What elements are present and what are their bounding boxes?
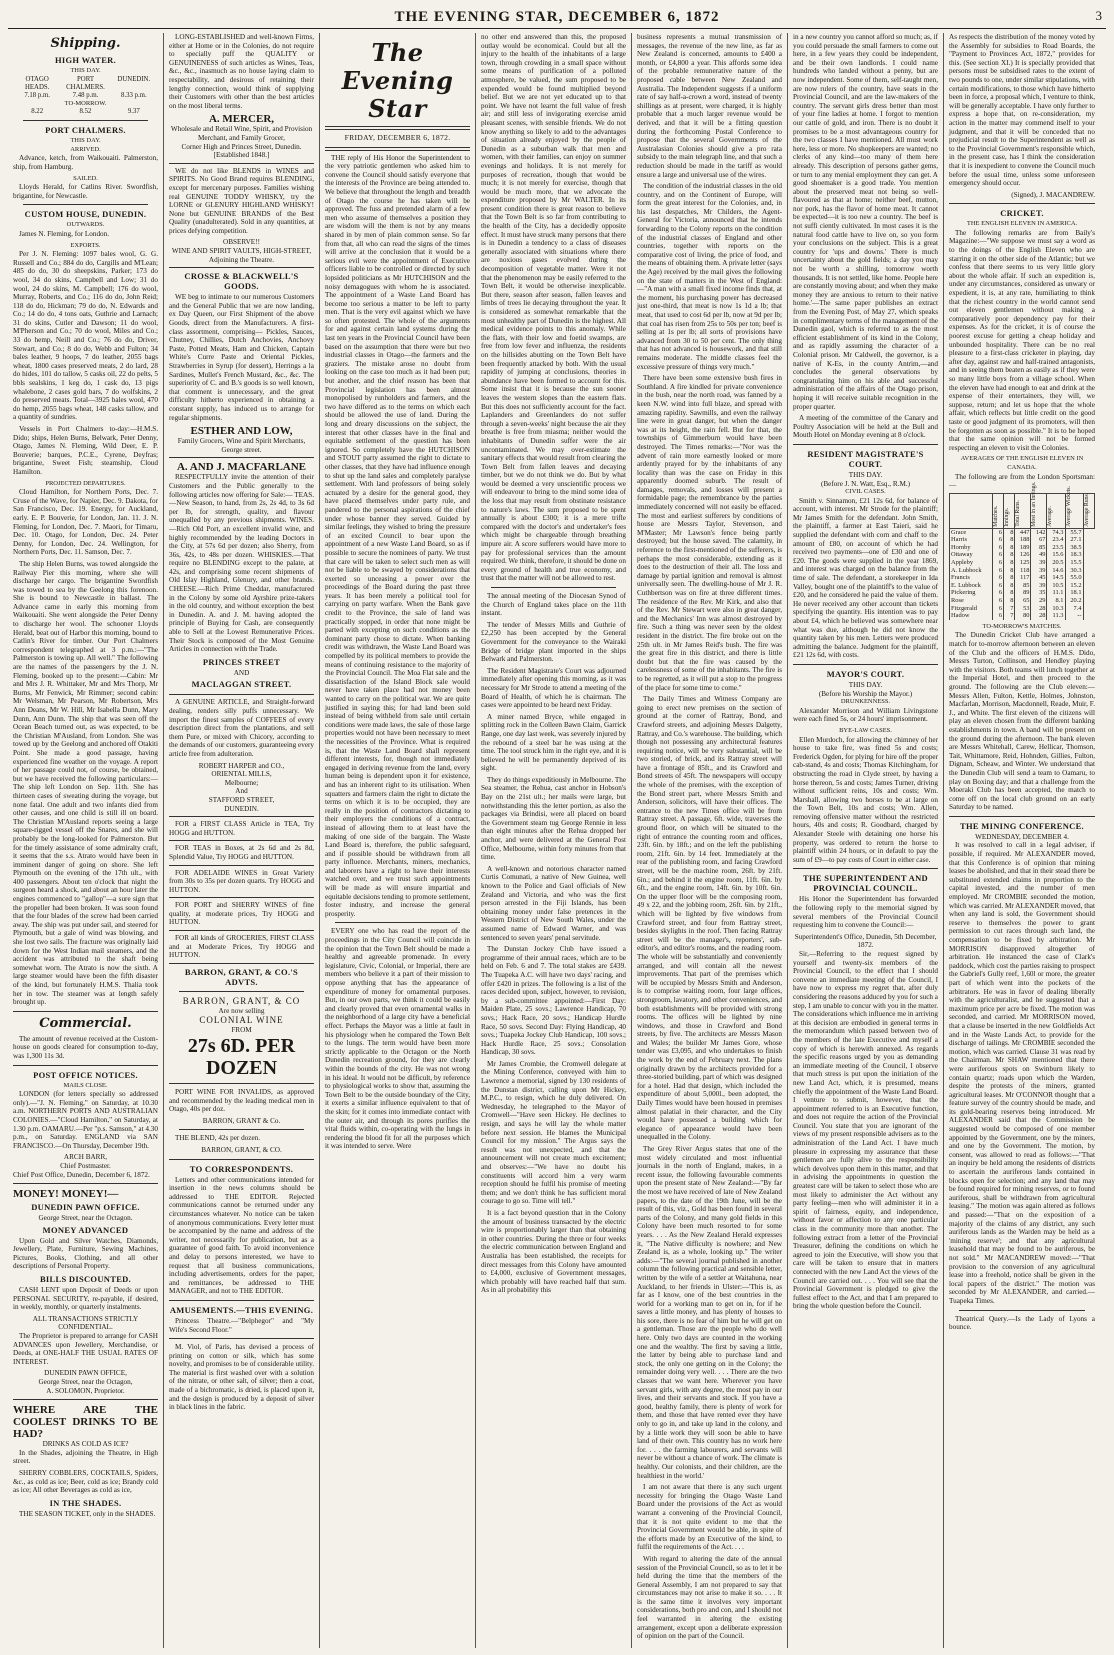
cold-drinks: DRINKS AS COLD AS ICE? [42,1440,129,1449]
mercer-desc: Wholesale and Retail Wine, Spirit, and Provision Merchant, and Family Grocer, [170,125,313,142]
stat-cell: 85 [1015,582,1031,590]
player-name: Appleby [950,559,993,567]
tide-value: 8.52 [79,108,92,116]
stat-cell: 49 [1031,551,1047,559]
colonial-wine: COLONIAL WINE [199,1015,284,1026]
stat-cell: 8 [1004,597,1015,605]
blends-text: WE do not like BLENDS in WINES and SPIRITS. No Good Brand requires BLENDING, except for mercenary purposes. Families wishing real GENUINE TODDY WHISKY, try the LORNE or GLENURY HIGHLAND WHISKY! None but GENUINE BRANDS of the Best Quality (unadulterated). Sold in any quantities, at prices defying competition. [169,166,314,235]
mining-text: It was resolved to call in a legal adviser, if possible, if required. Mr ALEXANDER moved, that this Conference is of opinion that mining leases be abolished, and that in their stead there be substituted extended claims in proportion to the capital invested, and the number of men employed. Mr CROMBIE seconded the motion, which was carried. Mr ALEXANDER moved, that when any land is sold, the Government should reserve to themselves the power to grant permission to cut races through such land, the compensation to be fixed by arbitration. Mr MORRISON disapproved altogether of arbitration. He instanced the case of Clark's paddock, which cost the parties raising to prospect the Gabriel's Gully reef, 1,60l or more, the greater part of which went into the pockets of the arbitrators. He was in favor of dealing liberally with the agriculturalist, and he suggested that a maximum price per acre be fixed. The motion was seconded, and carried. Mr MORRISON moved, that a clause be inserted in the new Goldfields Act and in the Waste Lands Act, to provide for the discharge of tailings. Mr CROMBIE seconded the motion, which was carried. Clause 31 was read by the Chairman. Mr SHAW mentioned that there were auriferous spots on Swinburn likely to contain quartz; roads upon which the Warden, despite the protests of the miners, granted agricultural leases. Mr O'CONNOR thought that a feature survey of the country should be made, and its gold-bearing reserves being introduced. Mr ALEXANDER said that the Commission be suggested would be composed of one member appointed by the Government, one by the miners, and one by the Government. The motion, by consent, was allowed to read as follows:—"That an inquiry be held among the residents of districts to ascertain the auriferous lands contained in blocks open for selection; and any land that may be found required for mining reserves, or to found auriferous, shall be withdrawn from agricultural leasing." The motion was again altered as follows and passed:—"That on the exposition of a majority of the claims of any district, any such auriferous lands as the Warden may be held as a 'mining reserve'; and that any agricultural leasehold that may be found to be auriferous, be not sold." Mr MACANDREW moved:—"That provision to the conversion of any agricultural lease into a freehold, notice shall be given in the local papers of the district." The motion was seconded by Mr ALEXANDER, and carried.—Tuapeka Times. [949,841,1095,1305]
col4-text-4: The Resident Magistrate's Court was adjourned immediately after opening this morning, as it was necessary for Mr Strode to attend a meeting of the Board of Health, of which he is chairman. The cases were appointed to be heard next Friday. [481,666,626,710]
mercer-name: A. MERCER, [208,113,275,126]
proprietor-text: The Proprietor is prepared to arrange for CASH ADVANCES upon Jewellery, Merchandise, or Deeds, at ONE-HALF THE USUAL RATES OF INTEREST. [13,1332,158,1366]
this-day-label: THIS DAY. [70,67,101,74]
stat-cell: 15.6 [1047,551,1065,559]
commercial-text: The amount of revenue received at the Custom-house on goods cleared for consumption to-day, was 1,300 11s 3d. [13,1034,158,1060]
name-column-header [950,493,993,528]
mercer-ad [169,33,314,164]
averages-row [950,589,1095,597]
leader-2: EVERY one who has read the report of the proceedings in the City Council will coincide in the opinion that the Town Belt should be made a healthy and agreeable promenade. In every legislature, Civic, Colonial, or Imperial, there are members who believe it a part of their mission to oppose anything that has the appearance of expenditure of money for ornamental purposes. But, in our own parts, we think it could be easily and clearly proved that even ornamental walks in the neighborhood of a large city have a beneficial effect. Perhaps the Mayor was a little at fault in his physiology when he compared the Town Belt to the lungs. The term would have been more strictly applicable to the Octagon or the North Dunedin recreation ground, for they are clearly within the bounds of the city. He was not wrong in his ideal. It would not be difficult, by reference to physiological works to show that, assuming the Town Belt to be the outside boundary of the City, it exerts a similar influence equivalent to that of the skin; for it comes into immediate contact with the outer air, and through its pores purifies the vital fluids within, co-operating with the lungs in rendering the blood fit for all the purposes which it was intended to serve. Were [325,927,470,1151]
player-name: Harris [950,536,993,544]
averages-row [950,574,1095,582]
col4-text-9: Mr James Crombie, the Cromwell delegate at the Mining Conference, conveyed with him to Lawrence a memorial, signed by 130 residents of the Dunstan district, calling upon Mr Hickey, M.P.C., to resign, which he duly delivered. On Wednesday, he telegraphed to the Mayor of Cromwell—"Have seen Hickey. He declines to resign, and says he will lay the whole matter before next session. He blames the Municipal Council for my mission." The Argus says the result was not unexpected, and that the announcement will not create much excitement; and observes:—"We have no doubt his constituents will accord him a very warm reception should he fulfil his promise of meeting them; and we don't think he has sufficient moral courage to go so. Time will tell." [481,1059,626,1206]
player-name: Grace [950,528,993,536]
col5-text-6: I am not aware that there is any such urgent necessity for bringing the Otago Waste Land Board under the provisions of the Act as would warrant a convening of the Provincial Council, that it is not quite evident to me that the Provincial Government would be able, in spite of the efforts made by an Executive of the kind, to fulfil the requirements of the Act. . . . [637,1483,782,1552]
stat-cell: 6 [992,544,1003,552]
stat-cell: 189 [1015,544,1031,552]
stat-cell: 126 [1015,551,1031,559]
stat-cell: 53 [1015,605,1031,613]
divider [325,126,470,130]
stat-cell: 6 [992,528,1003,536]
vessels-in-port: Vessels in Port Chalmers to-day:—H.M.S. Dido; ships, Helen Burns, Belwark, Peter Denny, Otago, James N. Fleming, Wild Deer, E. P. Bouverie; barques, P.C.E., Cyrene, Deyfras; brigantine, Sweet Fish; steamship, Cloud Hamilton. [13,425,158,476]
stat-cell: 6 [992,567,1003,575]
stat-cell: 125 [1015,559,1031,567]
tide-tomorrow [13,108,158,116]
esther-low: ESTHER AND LOW, [190,425,293,438]
player-name: Ottaway [950,551,993,559]
col4-text-2: The annual meeting of the Diocesan Synod of the Church of England takes place on the 11th instant. [481,592,626,618]
player-name: Hadow [950,612,993,620]
amusements-heading: AMUSEMENTS.—THIS EVENING. [169,1304,314,1315]
stat-cell: 6 [992,559,1003,567]
divider [335,922,460,923]
from-label: FROM [231,1026,252,1035]
stat-cell: 8 [1004,574,1015,582]
princes-street: PRINCES STREET [202,656,281,667]
shades-text: In the Shades, adjoining the Theatre, in High street. [13,1448,158,1466]
divider [13,1399,158,1400]
averages-row [950,551,1095,559]
averages-row [950,567,1095,575]
money-heading: MONEY! MONEY!— [13,1188,119,1201]
column-7 [944,33,1100,1648]
stat-cell: 14.5 [1047,574,1065,582]
confidential: ALL TRANSACTIONS STRICTLY CONFIDENTIAL. [32,1314,139,1332]
wine-price: 27s 6D. PER DOZEN [187,1035,296,1080]
cash-lent: CASH LENT upon Deposit of Deeds or upon PERSONAL SECURITY, re-payable, if desired, in weekly, monthly, or quarterly instalments. [13,1286,158,1312]
stat-cell: 23.4 [1047,536,1065,544]
shipping-heading: Shipping. [50,36,121,51]
player-name: Fitzgerald [950,605,993,613]
macfarlane-ad [169,461,314,695]
barron-name: BARRON, GRANT, & CO [182,995,301,1006]
crosse-ad [169,271,314,458]
barron-sig-1: BARRON, GRANT & Co. [202,1116,281,1125]
col5-text-4: The Daily Times and Witness Company are going to erect new premises on the section of ground at the corner of Rattray, Bond, and Crawford streets, and adjoining Messrs Dalgetty, Rattray, and Co.'s warehouse. The building, which though not possessing any architectural features requiring notice, will be very substantial, will be two storied, of brick, and its Rattray street will have a frontage of 85ft., and its Crawford and Bond streets of 45ft. The newspapers will occupy the whole of the premises, with the exception of the Bond street part, where Messrs Smith and Anderson, solicitors, will have their offices. The entrance to the new Times office will be from Rattray street. A passage, 6ft. wide, traverses the ground floor, on which will be situated to the right of entrance the counting room and offices, 23ft. 6in. by 18ft.; and on the left the publishing room, 21ft. 6in. by 14 feet. Immediately at the rear of the publishing room, and facing Crawford street, will be the machine room, 26ft. by 21ft. 6in.; and behind it the engine room, 11ft. 6in. by 6ft., and the engine room, 14ft. 6in. by 10ft. 6in. On the upper floor will be the composing room, 49 x 22, and the jobbing room, 26ft. 6in. by 21ft., which will be lighted by five windows from Crawford street, and four from Rattray street, besides skylights in the roof. Then facing Rattray street will be the manager's, reporters', sub-editor's, and editor's rooms, and the reading room. The whole will be substantially and conveniently arranged, and will contain all the newest improvements. That part of the premises which will be occupied by Messrs Smith and Anderson, is to comprise waiting room, four large offices, strongroom, lavatory, and other conveniences, and both establishments will be provided with strong rooms. The offices will be lighted by nine windows, and those in Crawford and Bond streets, by five. The architects are Messrs Mason and Wales; the builder Mr James Gore, whose tender was £3,095, and who undertakes to finish the work by the end of February next. The plans originally drawn by the architects provided for a three-storied building, part of which was designed for a hotel. Had that design, which included the expenditure of about 5,000l., been adopted, the Daily Times would have been housed in premises almost palatial in their character, and the City would have possessed a building which for elegance of appearance would have been unequalled in the Colony. [637,695,782,1142]
col5-text-1: business represents a mutual transmission of messages, the revenue of the new line, as far as New Zealand is concerned, amounts to £400 a month, or £4,800 a year. This affords some idea of the probable remunerative nature of the proposed cable between New Zealand and Australia. The Independent suggests if a uniform rate of say half-a-crown a word, instead of twenty shillings as at present, were charged, it is highly probable that a much larger revenue would be derived, and that it will be a fitting question during the forthcoming Postal Conference to propose that the several Governments of the Australasian Colonies should give a pro rata subsidy to the main telegraph line, and that such a reduction should be made in the tariff as would ensure a large and universal use of the wires. [637,33,782,179]
stat-cell: 8 [1004,536,1015,544]
averages-intro: The following are from the London Sportsman:— [949,472,1095,490]
stat-cell: 8 [1004,544,1015,552]
stat-cell: 6 [992,589,1003,597]
tide-value: 8.22 [31,108,44,116]
averages-row [950,544,1095,552]
mayor-before: (Before his Worship the Mayor.) [818,689,913,698]
col-header: Average Wickets. [1065,493,1083,528]
hogg-grocer: FOR all kinds of GROCERIES, FIRST CLASS and at Moderate Prices, Try HOGG and HUTTON. [169,934,314,964]
stat-cell: 28 [1031,605,1047,613]
stat-cell: 8 [1004,582,1015,590]
coolest-heading: WHERE ARE THE COOLEST DRINKS TO BE HAD? [13,1404,158,1441]
col5-text-5: The Grey River Argus states that one of the most widely circulated and most influential journals in the north of England, makes, in a recent issue, the following favourable comments upon the present state of New Zealand:—"By far the most we have received of late of New Zealand papers, to the date of the 19th June, will be the result of this, viz., Gold has been found in several parts of the Colony, and many gold fields in this Colony have been much resorted to for some years. . . . As the New Zealand Herald expresses it, "The Native difficulty is nowhere; and New Zealand is, as a whole, looking up." The writer adds:—"The several journal published in another column the following practical and sensible letter, written by the wife of a settler at Waitahuna, near Auckland, to her friends in Ulster:—'This is, as far as I know, one of the best countries in the world for a working man to get on in, for if he saves a little money, and has plenty of houses to his sore, there is no fear of him but he will get on a gentleman. Those are the people who do well here. Only two days are counted in the working one and the wealthy. The first by saving a little, the latter by being able to purchase land and stock, the only one getting on in the Colony; the remainder doing very well. . . . There are the two classes that we want here. Wherever you have servant girls, with any degree, the most pay in our lives, and their servants and stock. If you have a good, healthy family, there is plenty of work for them, and those that have rented ever they have only to go in, and take up land in the colony, and by a little work they will soon be able to have land of their own. This country has no work here for. . . . the farming labourers, and servants will never be without a chance of work. The climate is healthy. Our colonists, and their children, are the healthiest in the world.' [637,1145,782,1480]
col4-text-8: The Dunstan Jockey Club have issued a programme of their annual races, which are to be held on Feb. 6 and 7. The total stakes are £439. The Tuapeka A.C. will have two days' racing, and offer £420 in prizes. The following is a list of the races decided upon, subject, however, to revision, by a sub-committee appointed:—First Day: Maiden Plate, 25 sovs.; Lawrence Handicap, 70 sovs.; Hack Race, 20 sovs.; Handicap Hurdle Race, 50 sovs. Second Day: Flying Handicap, 40 sovs.; Tuapeka Jockey Club Handicap, 100 sovs.; Hack Hurdle Race, 25 sovs.; Consolation Handicap, 30 sovs. [481,945,626,1057]
stat-cell: 6 [992,597,1003,605]
coffee-text: A GENUINE ARTICLE, and Straight-forward dealing, renders silly puffs unnecessary. We import the finest samples of COFFEES of every description direct from the plantations, and sell them Pure, or mixed with Chicory, according to the demands of our customers, guaranteeing every article free from adulteration. [169,698,314,758]
stat-cell: 39 [1031,582,1047,590]
divider [959,1310,1085,1311]
tide-head: DUNEDIN. [117,75,151,83]
solomon: A. SOLOMON, Proprietor. [46,1386,125,1395]
stat-cell: 188 [1015,536,1031,544]
money-advanced: MONEY ADVANCED [42,1224,129,1235]
tide-value: 8.33 p.m. [120,91,147,99]
tide-today [13,92,158,100]
mercer-text: LONG-ESTABLISHED and well-known Firms, either at Home or in the Colonies, do not require to specially puff the QUALITY or GENUINENESS of such articles as Wines, Teas, &c., &c., inasmuch as no house laying claim to respectability, and desirous of retaining their lengthy connection, would think of supplying their Customers with other than the best articles on the most liberal terms. [169,33,314,110]
player-name: Francis [950,574,993,582]
stat-cell: 6 [992,612,1003,620]
exports-text: Per J. N. Fleming: 1097 bales wool, G. G. Russell and Co.; 884 do do, Cargills and M'Lean; 485 do do, 30 do sheepskins, Parker; 173 do wool, 34 do skins, Campbell and Low; 31 do wool, 24 do skins, M. Campbell; 176 do wool, Murray, Roberts, and Co.; 116 do do, John Reid; 118 do do, Hickman; 79 do do, N. Edwards and Co.; 14 do do, 4 tons oats, Guthrie and Larnach; 31 do skins, Cutler and Dawson; 11 do wool, M'Pherson and Co.; 70 do wool, Miles and Co.; 33 do hemp, Neill and Co.; 76 do do, Driver, Stewart, and Co.; 8 do do, Webb and Fulton; 34 bales leather, 9 hoops, 7 do leather, 2055 bags wheat, 1800 cases preserved meats, 2 do lard, 28 do hides, 101 do tallow, 5 casks oil, 22 do pelts, 5 bbls sealskins, 1 keg do, 1 cask do, 13 pigs whalebone, 2 cases gold bars, 7 do wolfskins, 2 do preserved meats. Total—3925 bales wool, 470 do hemp, 2055 bags wheat, 148 casks tallow, and a quantity of sundries. [13,250,158,422]
stat-cell: 117 [1015,574,1031,582]
stat-cell: 89 [1015,589,1031,597]
hogg-tea-2: FOR TEAS in Boxes, at 2s 6d and 2s 8d, Splendid Value, Try HOGG and HUTTON. [169,844,314,865]
column-1 [8,33,164,1648]
harper-ad [169,698,314,817]
stat-cell: 6 [992,605,1003,613]
stat-cell: 65 [1015,597,1031,605]
pawn-address: George Street, near the Octagon. [38,1214,133,1223]
pc-this-day: THIS DAY. [70,137,101,145]
stat-cell: 8 [1004,559,1015,567]
stat-cell: 20.2 [1065,597,1083,605]
tide-value: 9.37 [127,108,140,116]
hogg-wine-2: FOR PORT and SHERRY WINES of fine quality, at moderate prices, Try HOGG and HUTTON. [169,901,314,931]
english-eleven-heading: THE ENGLISH ELEVEN IN AMERICA. [966,220,1078,228]
stat-cell: 39 [1031,567,1047,575]
barron-heading: BARRON, GRANT, & CO.'S ADVTS. [184,966,299,987]
rm-court-heading: RESIDENT MAGISTRATE'S COURT. [807,448,924,469]
tide-head: OTAGO HEADS. [24,75,50,91]
oriental-mills: ORIENTAL MILLS, [211,770,272,779]
divider [13,1183,158,1184]
blends-ad [169,167,314,269]
customs-heading: CUSTOM HOUSE, DUNEDIN. [24,209,147,220]
port-invalids: PORT WINE FOR INVALIDS, as approved and recommended by the leading medical men in Otago, 40s per doz. [169,1088,314,1114]
averages-row [950,612,1095,620]
projected-departures-text: Cloud Hamilton, for Northern Ports, Dec. 7. Cruse of the Wave, for Napier, Dec. 9. Dakota, for San Francisco, Dec. 19. Energy, for Auckland, early. E. P. Bouverie, for London, Jan. 11. J. N. Fleming, for London, Dec. 7. Maori, for Timaru, Dec. 10. Otago, for London, Dec. 24. Peter Denny, for London, Dec. 24. Wellington, for Northern Ports, Dec. 11. Samson, Dec. 7. [13,488,158,557]
correspondents-text: Letters and other communications intended for insertion in the news columns should be addressed to THE EDITOR. Rejected communications cannot be returned under any circumstances whatever. No notice can be taken of anonymous communications. Every letter must be accompanied by the name and address of the writer, not necessarily for publication, but as a guarantee of good faith. To avoid inconvenience and delay to persons interested, we have to request that all business communications, including advertisements, orders for the paper, and remittances, be addressed to THE MANAGER, and not to THE EDITOR. [169,1175,314,1296]
amusements-text: Princess Theatre.—"Belphegor" and "My Wife's Second Floor." [169,1316,314,1334]
stat-cell: 67 [1031,536,1047,544]
stat-cell: 447 [1015,528,1031,536]
tomorrow-matches-text: The Dunedin Cricket Club have arranged a match for to-morrow afternoon between an eleven of the Club and the officers of H.M.S. Dido, Messrs Turton, Collinson, and Hendley playing with the visitors. Both teams will lunch together at the Imperial Hotel, and then proceed to the ground. The following are the Club eleven:—Messrs Allen, Fulton, Kettle, Holmes, Johnston, Macfarlan, Morrison, Macdonnell, Reade, Muir, F. J., and White. The first eleven of the citizens will play an eleven chosen from the different banking establishments in town. A band will be present on the ground during the afternoon. The bank eleven are Messrs Whitehall, Carew, Hellicar, Thomson, Tait, Whittamore, Reid, Hohnden, Gillies, Fulton, Dignam, Scheaw, and Winter. We understand that the Dunedin Club will send a team to Oamaru, to play on Boxing day; and that a challenge from the Moeraki Club has been accepted, the match to come off on the local club ground on an early Saturday to be named. [949,631,1095,812]
bye-law-label: BYE-LAW CASES. [839,726,892,734]
averages-row [950,582,1095,590]
bye-law-text: Ellen Murdoch, for allowing the chimney of her house to take fire, was fined 5s and costs; Frederick Ogden, for plying for hire off the proper cab-stand, 4s and costs; Thomas Kitchingham, for obstructing the road in Clyde street, by having a horse thereon, 5s and costs; James Turner, driving without sufficient reins, 10s and costs; Wm. Marshall, allowing two horses to be at large on the Town Belt, 10s and costs; Wm. Allen, removing offensive matter without the restricted hours, 40s and costs; R. Goodbard, charged by Alexander Steele with detaining one horse his property, was ordered to return the horse to plaintiff within 24 hours, or in default to pay the sum of £9—to pay costs of Court in either case. [793,735,938,864]
princes-and: AND [233,668,250,677]
cricket-heading: CRICKET. [1000,208,1044,219]
averages-heading: AVERAGES OF THE ENGLISH ELEVEN IN CANADA. [960,455,1084,471]
outwards-text: James N. Fleming, for London. [19,229,110,238]
stat-cell: 10.5 [1047,582,1065,590]
col-header: Innings. [1004,493,1015,528]
crosse-heading: CROSSE & BLACKWELL'S GOODS. [184,271,299,292]
col5-text-7: With regard to altering the date of the annual session of the Provincial Council, so as to let it be held during the time that the members of the General Assembly, I am not prepared to say that circumstances may not arise to make it so. . . . It is the same time it involves very important considerations, both pro and con, and I should not feel warranted in altering the existing arrangement, except upon a deliberate expression of opinion on the part of the Council. [637,1554,782,1641]
averages-row [950,605,1095,613]
theatrical-query: Theatrical Query.—Is the Lady of Lyons a bounce. [949,1314,1095,1332]
divider [169,1159,314,1160]
divider [169,1083,314,1084]
commercial-heading: Commercial. [39,1015,132,1031]
port-chalmers-heading: PORT CHALMERS. [45,125,126,136]
averages-header-row [950,493,1095,528]
are-now-selling: Are now selling [218,1006,265,1015]
player-name: A. Lubbock [950,567,993,575]
stat-cell: 7 [1004,612,1015,620]
col7-text-1: As respects the distribution of the money voted by the Assembly for subsidies to Road Boards, the "Payment to Provinces Act, 1872," provides for this. (See section XI.) It is specially provided that persons must be subsidised rates to the extent of two pounds to one, under similar stipulations, with certain modifications, to those which have hitherto been in force, a proposal which, I venture to think, will be generally acceptable. I have only further to express a hope that, on re-consideration, my action in the matter may commend itself to your judgment, and that it will be conceded that no prejudicial result to the Superintendent as well as to the Provincial Government's responsible which, in the present case, has I think the consideration that it is inexpedient to convene the Council much before the usual time, unless some unforeseen emergency should occur. [949,33,1095,188]
superintendent-heading: THE SUPERINTENDENT AND PROVINCIAL COUNCIL. [803,873,928,894]
col-header: Most in an Innings. [1031,493,1047,528]
divider [793,444,938,445]
stat-cell: 30.3 [1065,567,1083,575]
stat-cell: 6 [992,582,1003,590]
correspondents-heading: TO CORRESPONDENTS. [189,1163,294,1174]
mayor-this-day: THIS DAY. [848,680,883,689]
stat-cell: 11.1 [1047,589,1065,597]
mails-close-label: MAILS CLOSE. [63,1081,108,1089]
col5-text-3: There have been some extensive bush fires in Southland. A fire kindled for private convenience in the bush, near the north road, was fanned by a keen N.W. wind into full blaze, and spread with amazing rapidity. Sawmills, and even the railway line were in great danger, but when the danger was at its height, the rain fell. But for that, the townships of Gimmerburn would have been destroyed. The Times remarks:—"Nor was the advent of rain more earnestly looked or more ardently prayed for by the inhabitants of any locality than was the case on Friday in this apparently doomed suburb. The result of damages, removals, and losses will present a formidable page; the remembrance by the parties immediately concerned will not easily be effaced. The most and earliest sufferers by conditions of house are Messrs Taylor, Stevenson, and M'Master; Mr Lawson's fence being partly destroyed; but the house saved. The calamity, in reference to the first-mentioned of the sufferers, is perhaps the most considerable, extending as it does to the destruction of their all. The loss and damage by partial ignition and removal is almost universally seen. The dwelling-house of Mr J. R. Cuthbertson was on fire at three different times. The residence of the Rev. Mr Kirk, and also that of the Rev. Mr Stewart were also in great danger, and the Mechanics' Inn was almost destroyed by fire. Such a thing was never seen by the oldest resident in the district. The fire broke out on the 25th ult. in Mr James Reid's bush. The fire was the great fire in this district, and there is little doubt but that the fire was caused by the carelessness of some of the inhabitants. The fire is to be regretted, as it will put a stop to the progress of the place for some time to come." [637,374,782,692]
col4-text-1: no other end answered than this, the proposed outlay would be economical. Could but all the injury to the health of the inhabitants of a large town, through crowding in a small space without some means of purification of a polluted atmosphere, be valued, the sum proposed to be expended would be found multiplied beyond belief. But we are not yet educated up to that point. We have not learnt the full value of fresh air; and still less of invigorating exercise amid pleasant scenes, with sensible friends. We do not know anything so likely to add to the advantages of situation already enjoyed by the people of Dunedin as a suburban walk that men and women, with their families, can enjoy on summer evenings and holidays. It is not merely for purposes of recreation, though that would be much; it is not merely for exercise, though that would be much more, that we advocate the expenditure proposed by Mr WALTER. In its present condition there is great reason to believe that the Town Belt is so far from contributing to the health of the City, has a decidedly opposite effect. It must have struck many persons that there is in Dunedin a tendency to a class of diseases generally associated with situations where there are noxious gases evolved during the decomposition of vegetable matter. Were it not that the phenomenon may be easily referred to the Town Belt, it would be otherwise inexplicable. But there, season after season, fallen leaves and limbs of trees lie decaying throughout the year. It is considered as somewhat remarkable that the most unhealthy part of Dunedin is the highest. All medical evidence points to this anomaly. While the flats, with their low and foetid swamps, are free from low fever and influenza, the residents on the hillsides abutting on the Town Belt have been frequently attacked by both. With the usual rapidity of jumping at conclusions, theories in abundance have been formed to account for this. Some insist that it is because the sun sooner leaves the western slopes than the eastern flats. But this does not sufficiently account for the fact. Laplanders and Greenlanders do not suffer through a seven-weeks' night because the air they breathe is free from miasma; neither would the inhabitants of Dunedin suffer were the air uncontaminated. We may over-estimate the sanitary effects that would result from clearing the Town Belt from fallen leaves and decaying timber, but we do not think we do. But by what would be deemed a very unscientific process we will endeavour to bring to the mind some idea of the loss that may result from obstinate resistance to nature's laws. The sum proposed to be spent annually is about £300; it is a mere trifle compared with the doctor's and undertaker's fees which might be chargeable through breathing impure air. A score sufferers would have more to pay for professional services than the amount required. We think, therefore, it should be done on every ground of health and true economy, and trust that the matter will not be allowed to rest. [481,33,626,583]
divider [325,147,470,151]
macfarlane-text: RESPECTFULLY invite the attention of their Customers and the Public generally to the following articles now offering for Sale:— TEAS.—New Season, to hand, from 2s, 2s 4d, to 3s 6d per lb, for strength, quality, and flavour unequalled by any previous shipments. WINES.—Rich Old Port, an excellent invalid wine, and highly recommended by the leading Doctors in the City, at 57s 6d per dozen; also Sherry, from 36s, 42s, to 48s per dozen. WHISKIES.—That require no BLENDING except to the palate, at 42s, and comprising some recent shipments of Old Islay Highland, Glenury, and other brands. CHEESE.—Rich Prime Cheddar, manufactured in the Colony by some old Ayrshire prize-takers in the old country, and without exception the best in Dunedin. A. and J. M. having adopted the principle of Buying for Cash, are consequently able to Sell at the Lowest Remunerative Prices. Their Stock is composed of the Most Genuine Articles in connection with the Trade. [169,473,314,654]
esther-desc: Family Grocers, Wine and Spirit Merchants, George street. [177,437,306,454]
stat-cell: 74.3 [1047,528,1065,536]
stat-cell: 18.3 [1065,551,1083,559]
divider [793,664,938,665]
rm-before: (Before J. N. Watt, Esq., R.M.) [820,479,911,488]
player-name: Hornby [950,544,993,552]
sherry-text: SHERRY COBBLERS, COCKTAILS, Spiders, &c., as cold as ice; Beer, cold as ice; Brandy cold as ice; All other Beverages as cold as ice, [13,1468,158,1495]
drunkenness-text: Alexander Morrison and William Livingstone were each fined 5s, or 24 hours' imprisonment. [793,706,938,724]
columns [8,33,1106,1648]
arrived-label: ARRIVED. [70,145,101,153]
sailed-label: SAILED. [73,174,98,182]
col4-text-7: A well-known and notorious character named Curtis Comunati, a native of New Guinea, well known to the Police and Gaol officials of New Zealand and Victoria, and who was the first person arrested in the Fiji Islands, has been obtaining money under false pretences in the Western District of New South Wales, under the assumed name of Edward Warner, and was sentenced to seven years' penal servitude. [481,864,626,942]
exports-label: EXPORTS. [70,241,101,249]
col4-text-3: The tender of Messrs Mills and Guthrie of £2,250 has been accepted by the General Government for the conveyance to the Wairaki Bridge of bridge plant imported in the ships Belwark and Palmerston. [481,620,626,664]
averages-body [950,528,1095,620]
mining-date: WEDNESDAY, DECEMBER 4. [975,832,1069,841]
stat-cell: 29 [1031,597,1047,605]
drunkenness-label: DRUNKENNESS. [840,698,891,706]
mining-heading: THE MINING CONFERENCE. [960,820,1084,831]
stat-cell: 55.0 [1065,574,1083,582]
col-header: Average. [1047,493,1065,528]
adjoining: Adjoining the Theatre. [208,255,275,264]
arch-barr: ARCH BARR, [63,1153,108,1162]
divider [179,991,304,992]
col-header: Matches. [992,493,1003,528]
column-2 [164,33,320,1648]
maclaggan-street: MACLAGGAN STREET. [191,679,292,690]
post-office-heading: POST OFFICE NOTICES. [33,1069,138,1080]
observe: OBSERVE!! [223,238,260,247]
crosse-text: WE beg to intimate to our numerous Customers and the General Public that we are now landing, ex Day Queen, our First Shipment of the above Goods, direct from the Manufacturers. A first-class assortment, comprising— Pickles, Sauces, Chutney, Chillies, Dutch Anchovies, Anchovy Paste, Potted Meats, Ham and Chicken, Captain White's Curre Paste and Oriental Pickles, Strawberries in Syrup (for dessert), Herrings a la Sardines, Mullet's French Mustard, &c., &c. The superiority of C. and B.'s goods is so well known, that comment is unnecessary, and the great difficulty hitherto experienced in obtaining a constant supply, has induced us to arrange for regular shipments. [169,293,314,422]
stat-cell: 80 [1015,612,1031,620]
divider [169,1300,314,1301]
arch-barr-title: Chief Postmaster. [60,1161,111,1170]
averages-row [950,597,1095,605]
tide-value: 7.18 p.m. [24,91,50,99]
superintendent-intro: His Honor the Superintendent has forwarded the following reply to the memorial signed by several members of the Provincial Council requesting him to convene the Council:— [793,895,938,930]
tide-heads [13,76,158,92]
high-water-heading: HIGH WATER. [54,55,117,65]
hogg-tea-1: FOR a FIRST CLASS Article in TEA, Try HOGG and HUTTON. [169,820,314,841]
column-4 [476,33,632,1648]
stat-cell: 8 [1004,528,1015,536]
stat-cell: 39 [1031,559,1047,567]
stat-cell: 15.2 [1065,582,1083,590]
bills-discounted: BILLS DISCOUNTED. [39,1274,132,1285]
tomorrow-label: TO-MORROW. [64,99,107,107]
and: And [235,787,248,796]
stat-cell: 8.1 [1047,597,1065,605]
col-header: Average Runs. [1083,493,1094,528]
mails-text: LONDON (for letters specially so addressed only).—"J. N. Fleming," on Saturday, at 10.30 a.m. NORTHERN PORTS AND AUSTRALIAN COLONIES.—"Cloud Hamilton," on Saturday, at 1.30 p.m. OAMARU.—Per "p.s. Samson," at 4.30 p.m., on Saturday. ENGLAND via SAN FRANCISCO.—On Thursday, December 19th. [13,1090,158,1150]
col4-text-5: A miner named Bryce, while engaged in splitting rock in the Colleen Bawn Claim, Garrick Range, one day last week, was severely injured by the rebound of a steel bar he was using at the time. The tool struck him in the right eye, and it is believed he will be permanently deprived of its sight. [481,712,626,773]
stat-cell: 8 [1004,567,1015,575]
in-the-shades: IN THE SHADES. [49,1497,122,1508]
stat-cell: 15.5 [1065,559,1083,567]
mayors-court-heading: MAYOR'S COURT. [826,668,905,679]
the-blend: THE BLEND, 42s per dozen. [175,1134,261,1143]
dunedin: DUNEDIN. [224,804,259,813]
column-5 [632,33,788,1648]
arrived-text: Advance, ketch, from Waikouaiti. Palmerston, ship, from Hamburg. [13,154,158,171]
macfarlane-heading: A. AND J. MACFARLANE [176,461,307,474]
stafford-street: STAFFORD STREET, [208,795,275,804]
stat-cell: 35 [1031,589,1047,597]
superintendent-letter: Sir,—Referring to the request signed by yourself and twenty-six members of the Provincial Council, to the effect that I should convene an immediate meeting of the Council, I have now to express my regret that, after duly considering the reasons adduced by you for such a step, I am unable to concur with you in the matter. The considerations which influence me in arriving at this decision are embodied in general terms in the memorandum which passed between two of the members of the late Executive and myself a copy of which is herewith annexed. As regards the specific reasons urged by you as demanding an immediate meeting of the Council, I observe that much stress is put upon the initiation of the new Land Act, which, it is presumed, means chiefly the appointment of the Waste Land Board. I venture to submit, however, that the appointment referred to is an Executive function, and does not require the action of the Provincial Council. You state that you are ignorant of the views of my present responsible advisers as to the administration of the Land Act. I have much pleasure in expressing my assurance that these gentlemen are fully alive to the responsibility which devolves upon them in this matter, and that in advising the appointments in question the greatest care will be taken to select those who are most likely to administer the Act without any party feeling—men who will administer it in a spirit of fairness, equity, and independence, without favor or affection to any one particular class in the community more than another. The following extract from a letter of the Provincial Treasurer, defining the conditions on which he agreed to join the Executive, will show you that care will be taken to ensure that in matters connected with the new Land Act the views of the Council are carried out. . . . You will see that the Provincial Government is pledged to give the fullest effect to the Act, and that I am prepared to bring the whole question before the Council. [793,950,938,1311]
averages-row [950,559,1095,567]
mercer-address: Corner High and Princes Street, Dunedin. [181,142,302,151]
stat-cell: 7.4 [1065,605,1083,613]
pawn-office-2: DUNEDIN PAWN OFFICE, [44,1369,127,1378]
stat-cell: 85 [1031,544,1047,552]
player-name: E. Lubbock [950,582,993,590]
pawn-address-2: George Street, near the Octagon, [38,1378,133,1386]
page-number: 3 [1095,8,1102,23]
stat-cell: 8 [1004,551,1015,559]
stat-cell: -- [1065,612,1083,620]
melbourne: Melbourne; [224,778,259,787]
col6-text-1: in a new country you cannot afford so much; as, if you could persuade the small farmers to come out here, in a few years they could be independent, and be their own landlords. I could name hundreds who landed without a penny, but are now independent. Some of them, self-taught men, are now rulers of the country, have seats in the Provincial Council, and are the law-makers of the country. The servant girls dress better than most of your fine ladies at home. I forgot to mention our cattle of gold, and iron. There is no doubt it promises to be a most advantageous country for the two classes I have mentioned. All must work here, less or more. No shopkeepers are wanted; no clerks of any kind—too many of them here already. This description of persons gather gems, or turn to any menial employment they can get. A good shoemaker is a good trade. You mention about the preserved meat not being so well-flavoured as that at home; neither beef, mutton, nor pork, has the flavor of home meat. It cannot be expected—it is too new a country. The beef is not suffi ciently cultivated. In most cases it is the natural food cattle have to live on, so you form your conclusions on the subject. This is a great country for 'ups and downs.' There is much uncertainty about the gold fields; a day you may not be worth a shilling, tomorrow worth thousands. It is not settled, like home. People here are constantly moving about; and when they make money they are anxious to return to their native home.'—The same paper publishes an extract from the Evening Post, of May 27, which speaks in complimentary terms of the management of the Dunedin gaol, which is referred to as the most efficient establishment of its kind in the Colony, and as rapidly assuming the character of a Colonial prison. Mr Caldwell, the governor, is a native of K-Es, in the county Antrim,—and concludes the general observations by congratulating him on his able and successful administration of the affairs of the Otago prison, hoping it will receive suitable recognition in the proper quarter. [793,33,938,411]
stat-cell: 23.5 [1047,544,1065,552]
stat-cell: 28 [1031,612,1047,620]
divider [13,1011,158,1012]
col4-text-10: It is a fact beyond question that in the Colony the amount of business transacted by the electric wire is proportionably larger than that obtaining in other countries. During the three or four weeks the electric communication between England and Australia has been established, the receipts for direct messages from this Colony have amounted to £4,000, exclusive of Government messages, which probably will have reached half that sum. As in all probability this [481,1208,626,1295]
player-name: Pickering [950,589,993,597]
dateline: FRIDAY, DECEMBER 6, 1872. [344,133,451,142]
tide-head: PORT CHALMERS. [66,75,105,91]
signed: (Signed), J. MACANDREW. [1011,190,1095,199]
divider [491,587,616,588]
column-6 [788,33,944,1648]
civil-cases: CIVIL CASES. [845,488,886,496]
stat-cell: 8 [1004,589,1015,597]
mercer-established: [Established 1848.] [213,151,270,160]
averages-row [950,536,1095,544]
stat-cell: 55.7 [1065,528,1083,536]
harper-name: ROBERT HARPER and CO., [198,761,285,770]
stat-cell: 6 [992,551,1003,559]
divider [793,868,938,869]
column-3 [320,33,476,1648]
season-ticket: THE SEASON TICKET, only in the SHADES. [19,1509,156,1518]
divider [949,816,1095,817]
newspaper-flag: The Evening Star [341,38,454,123]
player-name: Rose [950,597,993,605]
viol-text: M. Viol, of Paris, has devised a process of printing on cotton or silk, which has some novelty, and promises to be of considerable utility. The material is first washed over with a solution of the nitrate, or other salt, of silver; then a coat, made of a bichromatic, is dried, is placed upon it, and the design is produced by a deposit of silver in black lines in the fabric. [169,1343,314,1412]
vaults: WINE AND SPIRIT VAULTS, HIGH-STREET, [171,247,312,256]
tomorrow-matches-heading: TO-MORROW'S MATCHES. [982,622,1062,630]
pawn-office: DUNEDIN PAWN OFFICE. [31,1202,140,1213]
tide-value: 7.48 p.m. [72,91,99,99]
col6-text-2: A meeting of the committee of the Canary and Poultry Association will be held at the Bull and Mouth Hotel on Monday evening at 8 o'clock. [793,414,938,440]
rm-text: Smith v. Sinnamon, £21 12s 6d, for balance of account, with interest. Mr Strode for the plaintiff; Mr James Smith for the defendant. John Smith, the plaintiff, a farmer at East Taieri, said he supplied the defendant with corn and chaff to the amount of £80, on account of which he had received two payments—one of £30 and one of £20. The goods were supplied in the year 1869, and interest was charged on the balance from the time of sale. The defendant, a storekeeper in Ida Valley, bought one of the plaintiff's to the value of £20, and he considered he paid the value of them. He never received any other account than tickets specifying the quantity. His intention was to pay about £4, which he believed was somewhere near what was due, although he did not know the quantity taken by his men. Letters were produced admitting the balance. Judgment for the plaintiff, £21 12s 6d, with costs. [793,496,938,660]
divider [23,120,148,121]
divider [179,1129,304,1130]
divider [13,1065,158,1066]
divider [23,204,148,205]
divider [949,203,1095,204]
stat-cell: 7 [1004,605,1015,613]
col4-text-6: They do things expeditiously in Melbourne. The Sea steamer, the Rehua, cast anchor in Hobson's Bay on the 21st ult.; her mails were large, but notwithstanding this the letter portion, as also the packages via Brindisi, were all placed on board the Government steam tug George Rennie in less than eight minutes after the Rehua dropped her anchor, and were delivered at the General Post Office, Melbourne, within forty minutes from that time. [481,775,627,862]
divider [169,1338,314,1339]
stat-cell: 20.5 [1047,559,1065,567]
stat-cell: 14.6 [1047,567,1065,575]
leader-1: THE reply of His Honor the Superintendent to the very patriotic gentlemen who asked him to convene the Council should satisfy everyone that the interests of the Province are being attended to. We believe that throughout the length and breadth of Otago the course he has taken will be approved. The fuss and pretended alarm of a few men who assume of themselves a position they are wisdom will the them is not by any means shared in by men of plain common sense. So far from that, all who can read the signs of the times will arrive at the conclusion that it would be a serious evil were the appointment of Executive officers liable to be controlled or directed by such lopsided politicians as Mr HUTCHISON and the noisy demagogues with whom he is associated. The appointment of a Waste Land Board has become too serious a matter to be left to party men. That is the very evil against which we have so often protested. The whole of the arguments for and against certain land systems during the last ten years in the Provincial Council have been based on the assumption that there were but two industrial classes in Otago—the farmers and the graziers. The mistake arose no doubt from looking on the case too much as it had been put; but another, and the chief reason has been that Provincial legislation has been almost monopolised by runholders and farmers, and the two have differed as to the terms on which each should be allowed the use of land. During the long and dreary discussions on the subject, the interest that other classes have in the final and equitable settlement of the question has been ignored. So completely have the HUTCHISON and STOUT party assumed the right to dictate to other classes, that they have had influence enough to shut up the land sales and completely paralyse settlement. With land professors of being solely actuated by a desire for the general good, they have placed themselves under party rule, and pandered to the personal aspirations of the chief under whose banner they served. Guided by similar feelings, they wished to bring the pressure of an excited Council to bear upon the appointment of a new Waste Land Board, so as if possible to secure the nominees of party. We trust that care will be taken to select such men as will not be liable to be swayed by considerations that exerted so unceasing a power over the proceedings of the Board during the past three years. It has been merely a political tool for carrying on party warfare. When the Bank gave credit to the Province, the sale of land was practically stopped, in order that none might be parted with excepting on such conditions as the dominant party chose to dictate. When banking credit was withdrawn, the Waste Land Board was compelled by its political members to provide the means of continuing resistance to the majority of the Provincial Council. The Moa Flat sale and the dissatisfaction of the Island Block sale would never have taken place had not money been wanted to carry on the political war. We are quite justified in saying this; for had land been sold instead of being withheld from sale until certain conditions were made laws, the sale of those large properties would not have been necessary to meet the necessities of the Province. What is required is, that the Waste Land Board shall represent different interests, for, though not immediately engaged in deriving revenue from the land, every human being is dependent upon it for existence, and has an inherent right to its utilisation. When squatters and farmers claim the right to dictate the terms on which it is to be occupied, they are really in the position of contractors dictating to their employers the conditions of a contract, instead of allowing them to at least have the making of one side of the bargain. The Waste Land Board is, therefore, the public safeguard, and if possible should be withdrawn from all party influence. Merchants, miners, mechanics, and laborers have a right to have their interests watched over, and we trust such appointments will be made as will ensure impartial and equitable decisions tending to promote settlement, foster industry, and increase the general prosperity. [325,153,470,918]
rm-this-day: THIS DAY. [848,470,883,479]
stat-cell: 118 [1015,567,1031,575]
superintendent-place: Superintendent's Office, Dunedin, 5th December, 1872. [794,932,937,950]
stat-cell: 11.3 [1047,612,1065,620]
averages-row [950,528,1095,536]
col-header: Total Runs. [1015,493,1031,528]
po-footer: Chief Post Office, Dunedin, December 6, 1872. [13,1170,150,1179]
stat-cell: 38.5 [1065,544,1083,552]
barron-sig-2: BARRON, GRANT, & CO. [201,1146,282,1154]
stat-cell: 6 [992,574,1003,582]
cricket-text: The following remarks are from Baily's Magazine:—"We suppose we must say a word as to the doings of the English Eleven who are starring it on the other side of the Atlantic; but we confess that there seems to us very little glory about the whole affair. If such an expedition is, under any circumstances, considered as unwary or expedient, it is, at any rate, humiliating to think that the richest country in the world cannot send out eleven gentlemen without making a comparatively poor dependency pay for their expenses. As for the cricket, it is of course the poorest excuse for getting a cheap holiday and unbounded hospitality. There can be no real pleasure to a first-class cricketer in playing, day after day, against raw and half-trained antagonists, and in seeing them beaten as easily as if they were so many little boys from a village school. When the eleven have had enough to eat and drink at the expense of their entertainers, they will, we suppose, return; and let us hope that the whole affair, which reflects but little credit on the good taste or good judgment of its promoters, will then be forgotten as soon as possible." It is to be hoped that the same opinion will not be formed respecting an eleven to visit the Colonies. [949,228,1095,452]
hogg-wine-1: FOR ADELAIDE WINES in Great Variety from 30s to 35s per dozen quarts. Try HOGG and HUTTON. [169,869,314,899]
sailed-text: Lloyds Herald, for Catlins River. Swordfish, brigantine, for Newcastle. [13,183,158,200]
stat-cell: 27.1 [1065,536,1083,544]
stat-cell: 142 [1031,528,1047,536]
page-title: THE EVENING STAR, DECEMBER 6, 1872 [394,8,720,25]
money-text: Upon Gold and Silver Watches, Diamonds, Jewellery, Plate, Furniture, Sewing Machines, Pictures, Books, Clothing, and all other descriptions of Personal Property. [13,1236,158,1271]
stat-cell: 45 [1031,574,1047,582]
masthead [8,6,1106,29]
projected-departures-label: PROJECTED DEPARTURES. [45,479,126,487]
col5-text-2: The condition of the industrial classes in the old country, and on the Continent of Europe, will form the great interest for the Colonies, and, in his last despatches, Mr Childers, the Agent-General for Victoria, announced that he intends forwarding to the Colony reports on the condition of the industrial classes of England and other countries, together with reports on the comparative cost of living, the price of food, and the means of obtaining them. A private letter (says the Age) received by the mail gives the following on the state of matters in the West of England:—"A man with a small fixed income finds that, at the moment, his purchasing power has decreased just one-third, that meat is now 1s 1d a lb; that meat, that used to cost 6d per lb, now at 9d per lb; that coal has risen from 25s to 50s per ton; beef is selling at 1s per lb; all sorts of provisions have advanced from 30 to 50 per cent. The only thing that has not advanced is housework, and that still remains moderate. The middle classes feel the excessive pressure of things very much." [637,182,782,371]
stat-cell: 10.3 [1047,605,1065,613]
shipping-news: The ship Helen Burns, was towed alongside the Railway Pier this morning, where she will discharge her cargo. The brigantine Swordfish was towed to sea by the Geelong this forenoon. She is bound to Newcastle in ballast. The Advance came in early this morning from Waikouaiti. She went alongside the Peter Denny to discharge her wool. The schooner Lloyds Herald, beat out of Harbor this morning, bound to Catlin's River for timber. Our Port Chalmers correspondent telegraphed at 3 p.m.:—"The Palmerston is towing up. All well." The following are the names of the passengers by the J. N. Fleming, booked up to the present:—Cabin: Mr and Mrs J. R. Whittaker, Mr and Mrs Thorp, Mr Burns, Mr Fenwick, Mr Rimmer; second cabin: Mr Welsman, Mr Pearson, Mr Robertson, Mrs Ann Deans, Mr W. Hill, Mr Isabella Dunn, Mary Dunn, Ann Dunn. The ship that was seen off the Ocean Beach turned out, as was expected, to be the Christian M'Ausland, from London. She was towed up by the Geelong and anchored off Otakiti Point. She made a good passage, having experienced fine weather on the voyage. A report of her passage could not, of course, be obtained, but we have received the following particulars:—The ship left London on Sep. 11th. She has thirteen cases of sweating during the voyage, but none fatal. One adult and two infants died from other causes, and one child is still ill on board. The Christian M'Ausland reports seeing a large square-rigged vessel off the Snares, and she will probably be the long-looked for Palmerston. But for the timely assistance of some admiralty craft, it seems that the s.s. Atrato would have been in imminent danger of going on shore. She left Plymouth on the evening of the 17th ult., with 400 passengers. About ten o'clock that night the surgeon heard a shock, and about an hour later the engines commenced to "gallop"—a sure sign that the propeller had been broken. It was soon found that the four blades of the screw had been carried away. The ship was put under sail, and steered for Plymouth, but a gale of wind was blowing, and she lost two sails. The fracture was originally laid down for the West Indian mail steamers, and the accident was attributed to the shaft being somewhat worn. The Atrato is now the sixth. A large steamer would have been the fifth disaster of the kind, but fortunately H.M.S. Thalia took her in tow. The steamer was at length safely brought up. [13,559,158,1007]
outwards-label: OUTWARDS. [66,221,105,229]
stat-cell: 18.1 [1065,589,1083,597]
stat-cell: 6 [992,536,1003,544]
